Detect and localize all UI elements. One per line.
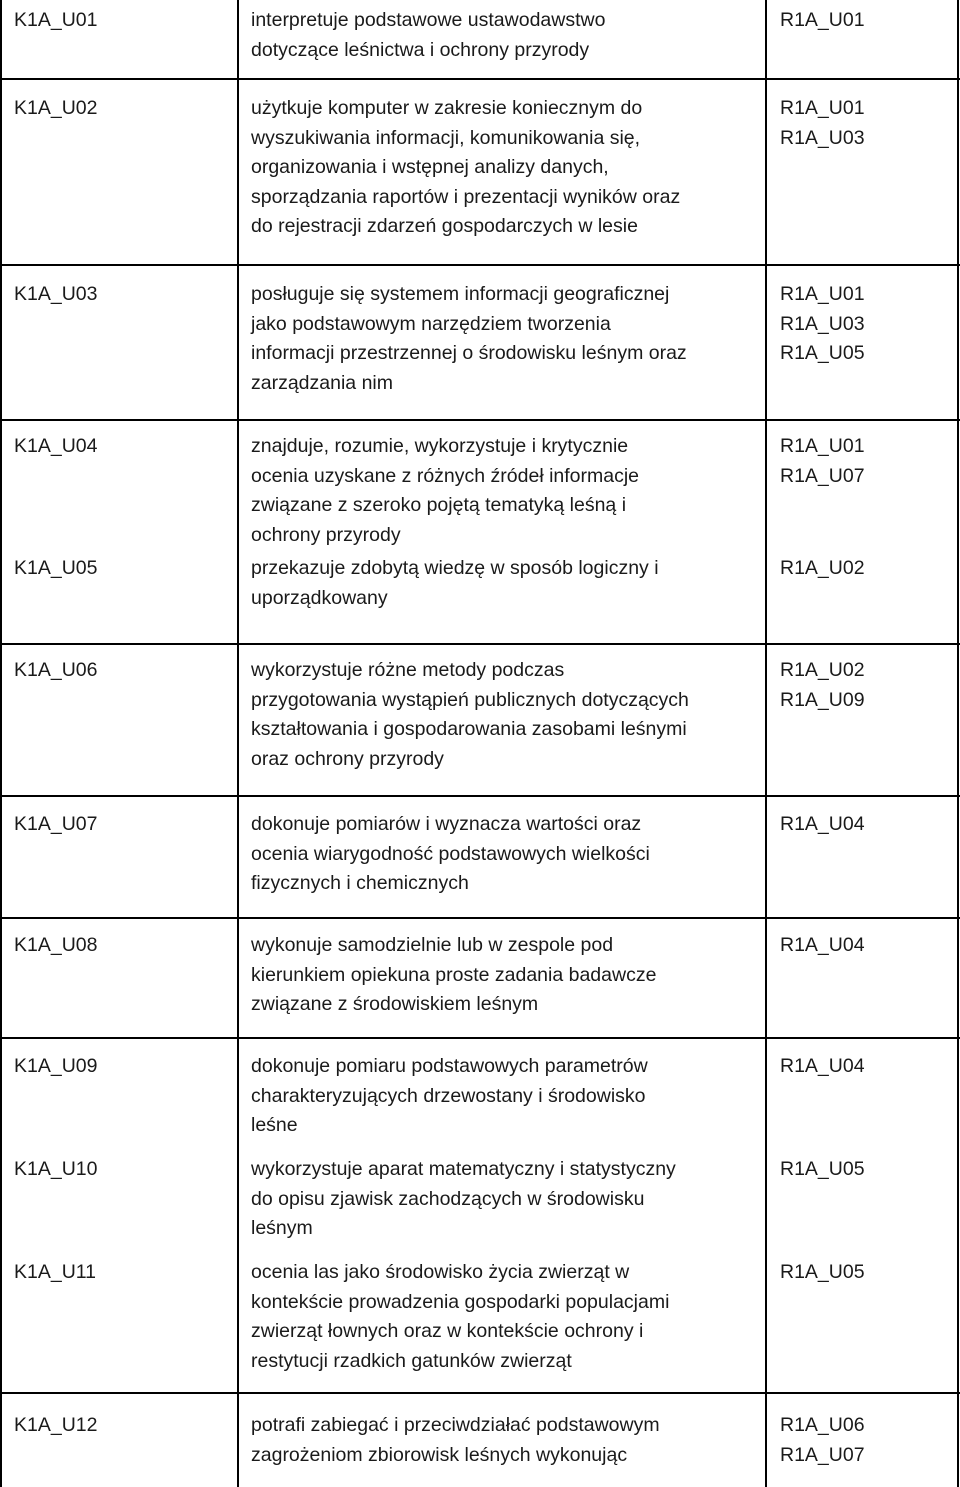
outcome-references: R1A_U02 <box>780 557 865 579</box>
row-divider <box>0 264 960 266</box>
outcome-code: K1A_U09 <box>14 1055 98 1077</box>
outcome-description: wykorzystuje aparat matematyczny i statystyczny do opisu zjawisk zachodzących w środowisku leśnym <box>251 1158 676 1239</box>
outcome-description: dokonuje pomiarów i wyznacza wartości oraz ocenia wiarygodność podstawowych wielkości fizycznych i chemicznych <box>251 813 650 894</box>
outcome-description: interpretuje podstawowe ustawodawstwo dotyczące leśnictwa i ochrony przyrody <box>251 9 606 61</box>
outcome-references: R1A_U05 <box>780 1158 865 1180</box>
column-divider-2 <box>765 0 767 1487</box>
row-divider <box>0 643 960 645</box>
row-divider <box>0 1392 960 1394</box>
outcome-code: K1A_U03 <box>14 283 98 305</box>
table-border-right <box>957 0 959 1487</box>
row-divider <box>0 917 960 919</box>
outcome-description: ocenia las jako środowisko życia zwierząt w kontekście prowadzenia gospodarki populacjami zwierząt łownych oraz w kontekście ochrony i restytucji rzadkich gatunków zwierząt <box>251 1261 670 1372</box>
row-divider <box>0 78 960 80</box>
outcome-code: K1A_U11 <box>14 1261 97 1283</box>
outcome-code: K1A_U12 <box>14 1414 98 1436</box>
outcome-description: potrafi zabiegać i przeciwdziałać podstawowym zagrożeniom zbiorowisk leśnych wykonując <box>251 1414 660 1466</box>
table-border-left <box>0 0 2 1487</box>
row-divider <box>0 419 960 421</box>
outcome-code: K1A_U05 <box>14 557 98 579</box>
outcome-references: R1A_U04 <box>780 934 865 956</box>
outcome-references: R1A_U05 <box>780 1261 865 1283</box>
outcome-references: R1A_U01 <box>780 9 865 31</box>
column-divider-1 <box>237 0 239 1487</box>
outcome-references: R1A_U01 R1A_U03 <box>780 97 865 149</box>
outcome-references: R1A_U01 R1A_U03 R1A_U05 <box>780 283 865 364</box>
outcome-code: K1A_U02 <box>14 97 98 119</box>
outcome-description: wykonuje samodzielnie lub w zespole pod kierunkiem opiekuna proste zadania badawcze związane z środowiskiem leśnym <box>251 934 657 1015</box>
outcome-code: K1A_U07 <box>14 813 98 835</box>
row-divider <box>0 1037 960 1039</box>
outcome-references: R1A_U02 R1A_U09 <box>780 659 865 711</box>
outcome-code: K1A_U10 <box>14 1158 98 1180</box>
outcome-references: R1A_U06 R1A_U07 <box>780 1414 865 1466</box>
outcome-description: użytkuje komputer w zakresie koniecznym do wyszukiwania informacji, komunikowania się, organizowania i wstępnej analizy danych, sporządzania raportów i prezentacji wyników oraz do rejestracji zdarzeń gospodarczych w lesie <box>251 97 681 237</box>
outcome-references: R1A_U04 <box>780 813 865 835</box>
outcome-code: K1A_U01 <box>14 9 98 31</box>
outcome-description: dokonuje pomiaru podstawowych parametrów charakteryzujących drzewostany i środowisko leśne <box>251 1055 648 1136</box>
outcome-code: K1A_U06 <box>14 659 98 681</box>
outcome-references: R1A_U01 R1A_U07 <box>780 435 865 487</box>
outcome-references: R1A_U04 <box>780 1055 865 1077</box>
outcome-code: K1A_U08 <box>14 934 98 956</box>
outcome-description: przekazuje zdobytą wiedzę w sposób logiczny i uporządkowany <box>251 557 659 609</box>
outcome-code: K1A_U04 <box>14 435 98 457</box>
row-divider <box>0 795 960 797</box>
outcome-description: wykorzystuje różne metody podczas przygotowania wystąpień publicznych dotyczących kształtowania i gospodarowania zasobami leśnymi oraz ochrony przyrody <box>251 659 689 770</box>
outcome-description: znajduje, rozumie, wykorzystuje i krytycznie ocenia uzyskane z różnych źródeł informacje związane z szeroko pojętą tematyką leśną i ochrony przyrody <box>251 435 640 546</box>
outcome-description: posługuje się systemem informacji geograficznej jako podstawowym narzędziem tworzenia informacji przestrzennej o środowisku leśnym oraz zarządzania nim <box>251 283 687 394</box>
